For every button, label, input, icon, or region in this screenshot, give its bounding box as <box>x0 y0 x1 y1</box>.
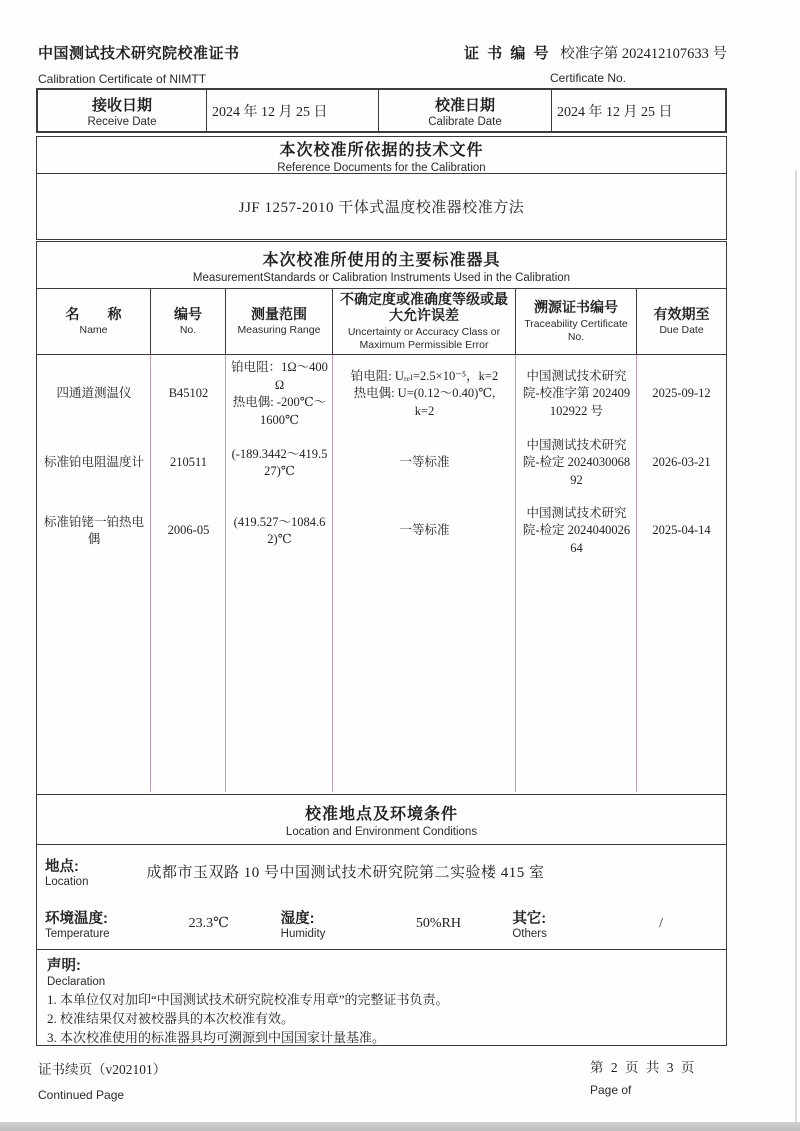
declaration-title-zh: 声明: <box>47 958 81 974</box>
calibrate-date-label-en: Calibrate Date <box>428 115 502 128</box>
page-number-zh: 第 2 页 共 3 页 <box>590 1060 697 1075</box>
cell-no: 210511 <box>169 455 208 470</box>
column-header-no <box>151 289 226 354</box>
cell-due-date: 2025-04-14 <box>652 523 711 538</box>
cell-name: 标准铂铑一铂热电偶 <box>43 514 144 546</box>
cell-traceability: 中国测试技术研究院-检定 202404002664 <box>522 505 631 555</box>
column-header-due-date-zh: 有效期至 <box>653 305 710 322</box>
column-header-due-date <box>637 289 726 354</box>
cell-no: 2006-05 <box>167 523 210 538</box>
receive-date-label-cell <box>38 90 207 131</box>
certificate-number-label-en: Certificate No. <box>549 71 627 85</box>
receive-date-value: 2024 年 12 月 25 日 <box>207 90 379 131</box>
cell-uncertainty: 一等标准 <box>399 523 450 538</box>
scan-edge-bottom <box>0 1122 800 1131</box>
table-row <box>37 355 726 433</box>
column-header-name <box>37 289 151 354</box>
column-header-name-zh: 名 称 <box>65 305 122 322</box>
column-header-no-zh: 编号 <box>174 305 202 322</box>
location-environment-box <box>36 844 727 950</box>
location-row <box>37 845 726 898</box>
continued-page-label-zh: 证书续页（v202101） <box>38 1062 167 1077</box>
standards-section-title-zh: 本次校准所使用的主要标准器具 <box>262 251 501 269</box>
location-section-header <box>36 794 727 845</box>
location-label <box>37 855 88 888</box>
column-header-uncertainty-en: Uncertainty or Accuracy Class or Maximum Permissible Error <box>347 326 501 352</box>
location-section-title-en: Location and Environment Conditions <box>285 826 478 838</box>
column-header-traceability <box>516 289 637 354</box>
cell-uncertainty <box>333 355 516 433</box>
others-label-zh: 其它: <box>512 911 547 927</box>
certificate-number-value: 校准字第 202412107633 号 <box>560 46 727 62</box>
column-header-due-date-en: Due Date <box>659 324 704 337</box>
cell-range: (419.527～1084.62)℃ <box>233 514 326 546</box>
cell-no: B45102 <box>168 386 209 401</box>
certificate-number-block <box>464 42 727 86</box>
scan-edge-right <box>795 170 797 1122</box>
calibrate-date-value: 2024 年 12 月 25 日 <box>557 104 673 120</box>
column-header-name-en: Name <box>79 324 108 337</box>
declaration-item: 2. 校准结果仅对被校器具的本次校准有效。 <box>47 1010 295 1026</box>
receive-date-label-en: Receive Date <box>87 115 157 128</box>
others-value: / <box>659 915 664 931</box>
cell-due-date: 2025-09-12 <box>652 386 711 401</box>
humidity-value: 50%RH <box>415 915 461 931</box>
footer-right <box>590 1056 696 1097</box>
receive-date-label-zh: 接收日期 <box>91 96 152 114</box>
location-label-zh: 地点: <box>45 859 79 875</box>
document-title-zh: 中国测试技术研究院校准证书 <box>38 45 240 62</box>
environment-row <box>37 898 726 949</box>
table-row <box>37 493 726 569</box>
humidity-label-en: Humidity <box>280 928 326 940</box>
column-header-uncertainty <box>333 289 516 354</box>
column-header-uncertainty-zh: 不确定度或准确度等级或最大允许误差 <box>340 290 508 324</box>
column-header-traceability-en: Traceability Certificate No. <box>524 317 628 343</box>
continued-page-label-en: Continued Page <box>38 1088 125 1102</box>
cell-range: (-189.3442～419.527)℃ <box>231 446 328 478</box>
document-title-block <box>38 42 240 86</box>
cell-traceability: 中国测试技术研究院-校准字第 202409102922 号 <box>522 368 631 418</box>
column-header-range <box>226 289 333 354</box>
declaration-item: 1. 本单位仅对加印“中国测试技术研究院校准专用章”的完整证书负责。 <box>47 992 449 1007</box>
temperature-label-en: Temperature <box>45 928 110 940</box>
declaration-item: 3. 本次校准使用的标准器具均可溯源到中国国家计量基准。 <box>47 1029 386 1045</box>
location-label-en: Location <box>45 876 89 888</box>
uncertainty-line: 热电偶: U=(0.12～0.40)℃, <box>353 386 496 401</box>
standards-section-header <box>36 241 727 289</box>
calibrate-date-label-cell <box>379 90 552 131</box>
document-header <box>38 42 727 86</box>
column-header-range-zh: 测量范围 <box>251 305 307 322</box>
cell-traceability: 中国测试技术研究院-检定 202403006892 <box>522 437 631 487</box>
humidity-label <box>273 907 373 940</box>
uncertainty-line: 铂电阻: Uᵣₑₗ=2.5×10⁻⁵，k=2 <box>350 368 499 383</box>
location-section-title-zh: 校准地点及环境条件 <box>304 806 458 823</box>
others-label <box>504 907 596 940</box>
temperature-label <box>37 907 145 940</box>
range-line: 热电偶: -200℃～1600℃ <box>232 395 327 427</box>
footer-left <box>38 1058 166 1102</box>
certificate-number-label-zh: 证 书 编 号 <box>463 45 551 62</box>
cell-due-date: 2026-03-21 <box>652 455 711 470</box>
reference-documents-header <box>36 136 727 174</box>
temperature-value: 23.3℃ <box>188 916 229 931</box>
declaration-title-en: Declaration <box>47 976 106 988</box>
cell-name: 标准铂电阻温度计 <box>43 455 144 470</box>
declaration-box <box>36 949 727 1046</box>
table-row <box>37 433 726 493</box>
location-value: 成都市玉双路 10 号中国测试技术研究院第二实验楼 415 室 <box>146 865 545 881</box>
page-number-en: Page of <box>590 1083 632 1097</box>
cell-uncertainty: 一等标准 <box>399 455 450 470</box>
range-line: 铂电阻：1Ω～400Ω <box>231 360 328 392</box>
column-header-range-en: Measuring Range <box>237 324 321 337</box>
reference-documents-content: JJF 1257-2010 干体式温度校准器校准方法 <box>36 173 727 240</box>
cell-name: 四通道测温仪 <box>56 386 132 401</box>
standards-table-body <box>37 355 726 792</box>
reference-documents-title-zh: 本次校准所依据的技术文件 <box>279 141 484 159</box>
column-header-traceability-zh: 溯源证书编号 <box>534 298 618 315</box>
standards-table-header-row <box>37 289 726 355</box>
reference-documents-title-en: Reference Documents for the Calibration <box>277 161 486 174</box>
document-title-en: Calibration Certificate of NIMTT <box>38 72 207 86</box>
standards-section-title-en: MeasurementStandards or Calibration Instruments Used in the Calibration <box>192 271 571 284</box>
standards-table <box>36 288 727 795</box>
temperature-label-zh: 环境温度: <box>45 911 108 927</box>
calibrate-date-label-zh: 校准日期 <box>434 96 495 114</box>
cell-range <box>226 355 333 433</box>
uncertainty-line: k=2 <box>414 403 435 418</box>
others-label-en: Others <box>512 928 547 940</box>
declaration-items <box>47 991 716 1048</box>
humidity-label-zh: 湿度: <box>280 911 315 927</box>
date-table <box>36 88 727 133</box>
column-header-no-en: No. <box>179 324 197 337</box>
